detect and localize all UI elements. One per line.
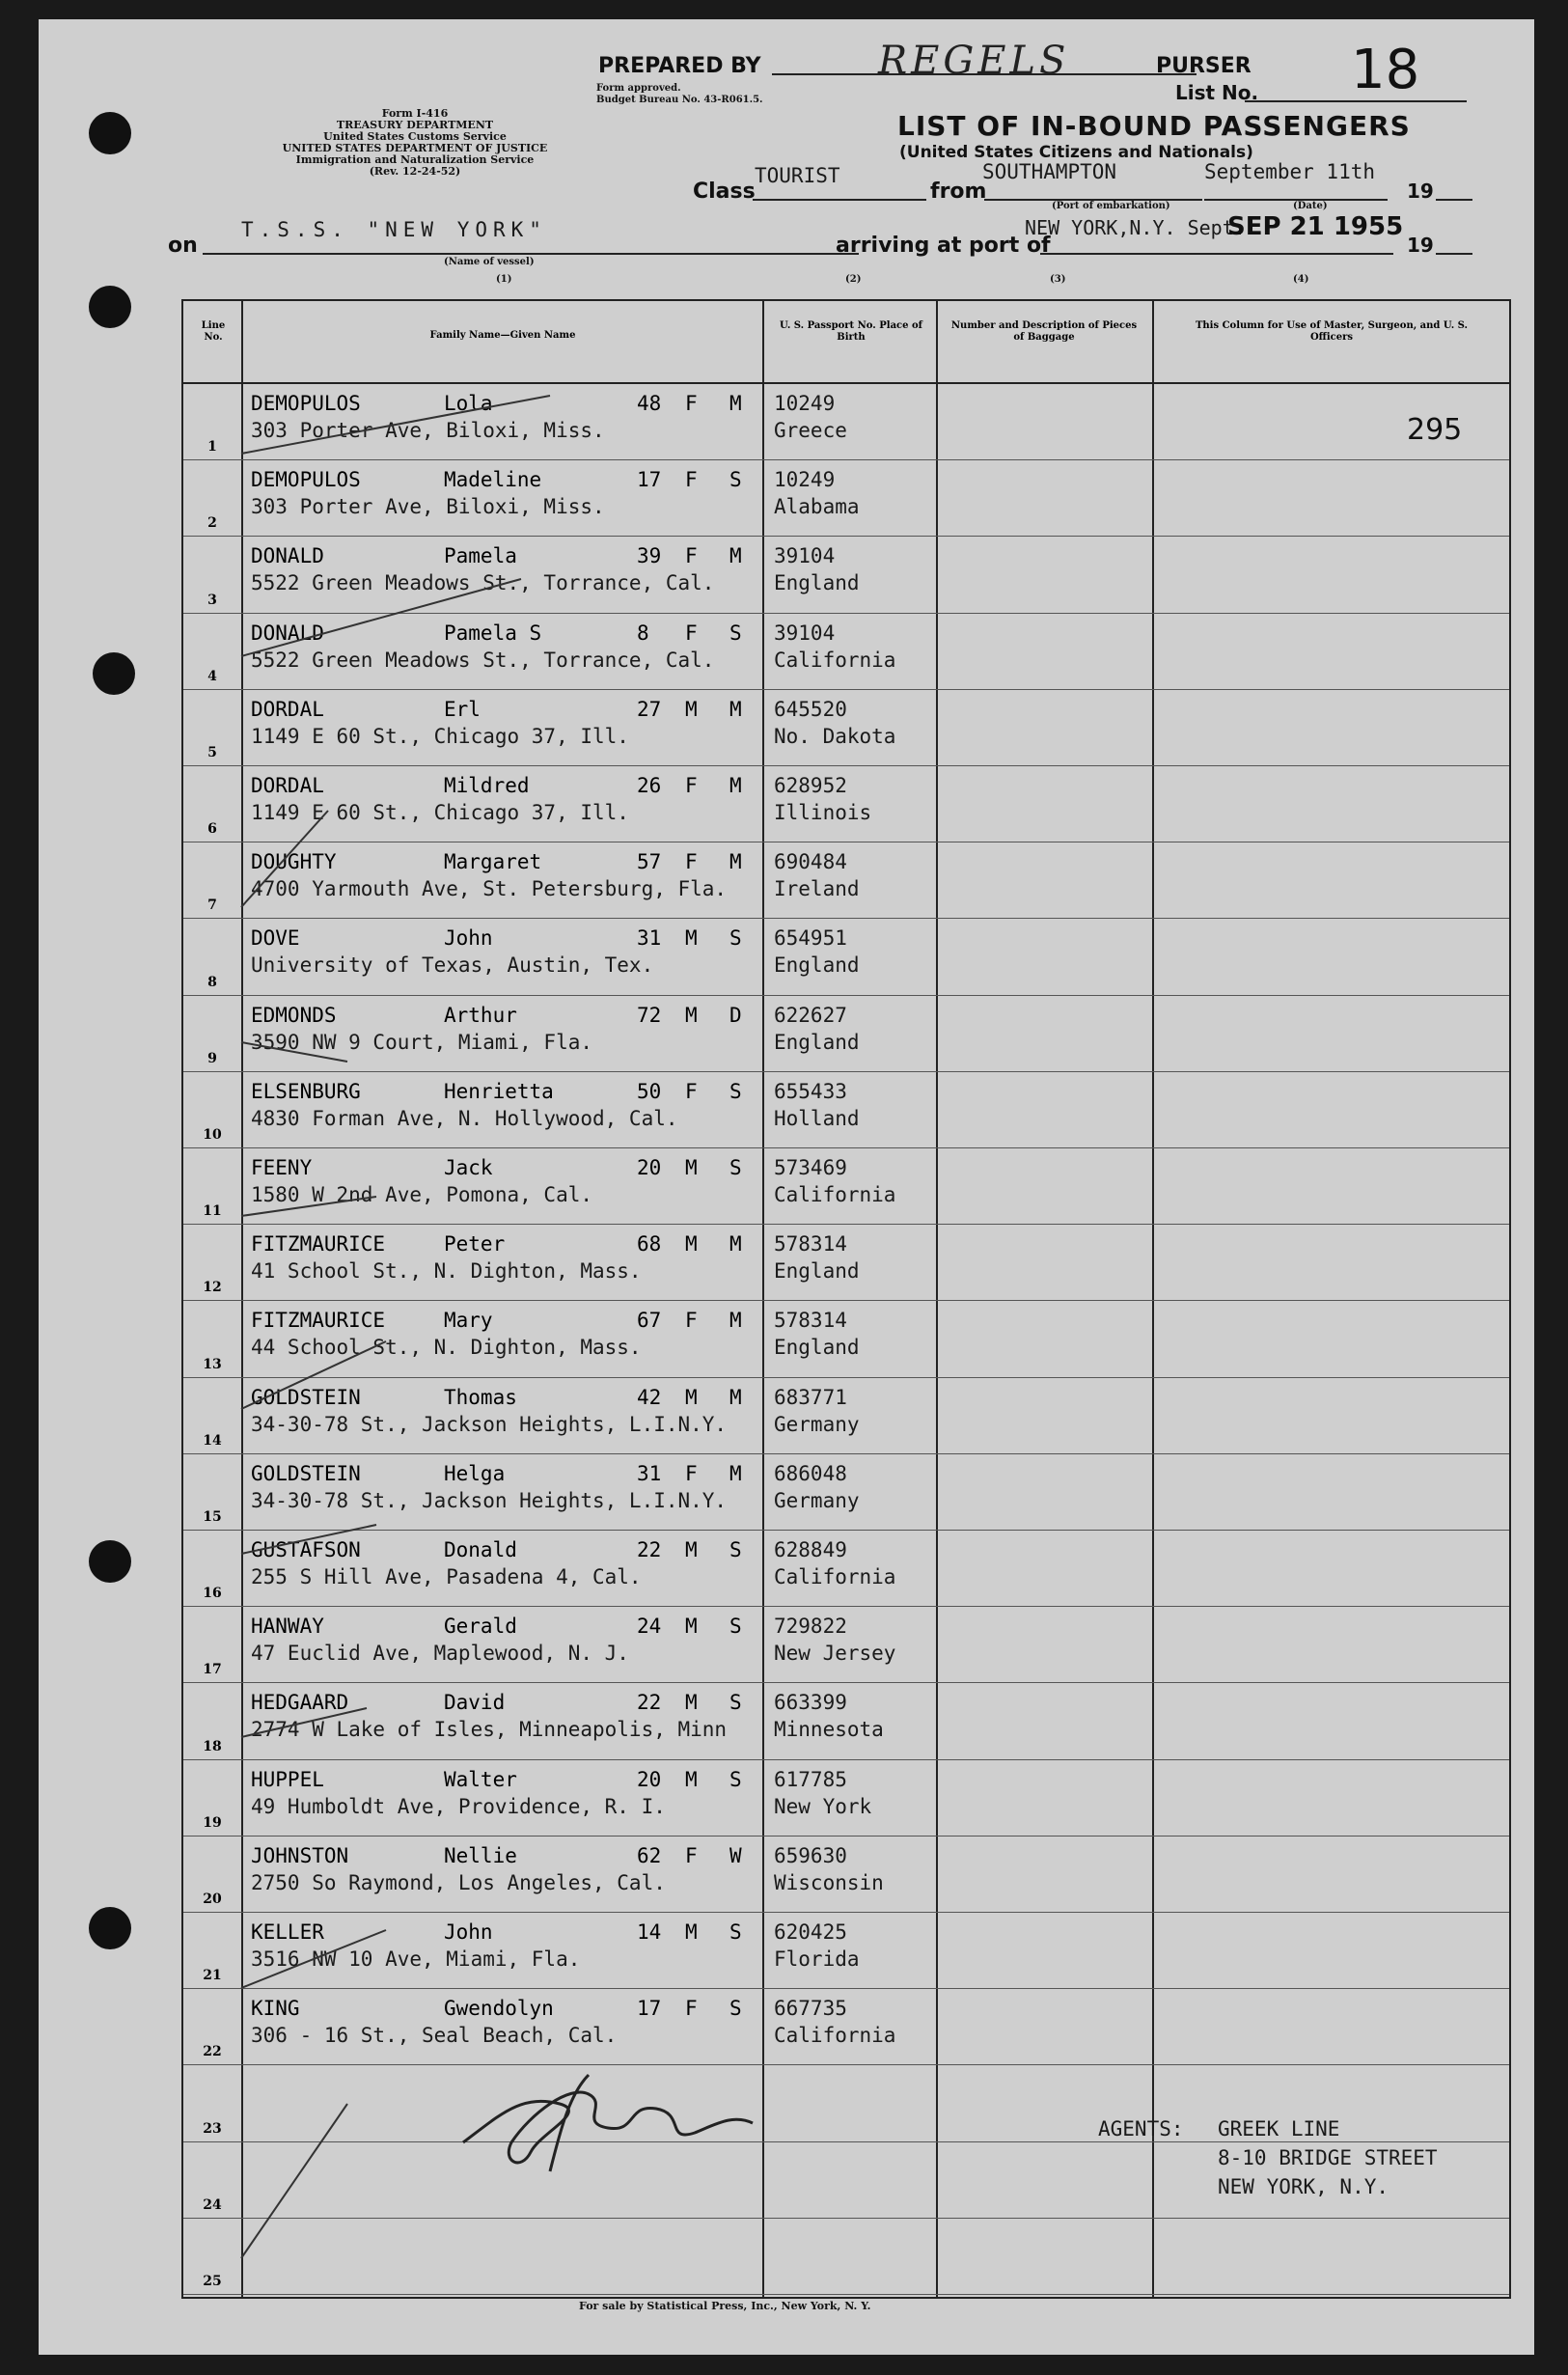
place-of-birth: England: [774, 1259, 860, 1284]
year-line: [1436, 199, 1472, 201]
age: 48: [637, 392, 662, 415]
marital-status: S: [729, 1615, 742, 1639]
passport-number: 654951: [774, 926, 847, 951]
address: 34-30-78 St., Jackson Heights, L.I.N.Y.: [251, 1488, 728, 1512]
line-number: 14: [203, 1432, 222, 1449]
age: 42: [637, 1385, 662, 1409]
place-of-birth: New York: [774, 1794, 872, 1818]
prepared-by-signature: REGELS: [878, 39, 1070, 83]
arrival-value: NEW YORK,N.Y. Sept.: [1025, 216, 1246, 239]
punch-hole: [89, 286, 131, 328]
line-number: 20: [203, 1891, 222, 1907]
given-name: Mary: [444, 1309, 493, 1333]
vessel-value: T.S.S. "NEW YORK": [241, 218, 547, 241]
passport-number: 628849: [774, 1538, 847, 1561]
year-prefix: 19: [1407, 180, 1434, 203]
family-name: ELSENBURG: [251, 1079, 361, 1103]
given-name: Pamela S: [444, 621, 542, 645]
arrival-line: [1040, 253, 1393, 255]
family-name: DOVE: [251, 926, 300, 951]
address: 5522 Green Meadows St., Torrance, Cal.: [251, 571, 715, 595]
family-name: FEENY: [251, 1156, 313, 1179]
line-number: 3: [207, 592, 217, 608]
age: 26: [637, 774, 662, 797]
address: 303 Porter Ave, Biloxi, Miss.: [251, 495, 605, 519]
age: 50: [637, 1079, 662, 1103]
given-name: Pamela: [444, 544, 517, 568]
passport-number: 617785: [774, 1767, 847, 1791]
footer-text: For sale by Statistical Press, Inc., New York, N. Y.: [579, 2300, 871, 2312]
marital-status: S: [729, 1156, 742, 1179]
sex: F: [685, 1843, 698, 1867]
family-name: DEMOPULOS: [251, 392, 361, 415]
age: 57: [637, 850, 662, 874]
address: 5522 Green Meadows St., Torrance, Cal.: [251, 648, 715, 672]
place-of-birth: Illinois: [774, 801, 872, 824]
place-of-birth: England: [774, 1030, 860, 1054]
page-title: LIST OF IN-BOUND PASSENGERS: [897, 110, 1411, 142]
given-name: Erl: [444, 697, 481, 721]
place-of-birth: Germany: [774, 1412, 860, 1436]
sex: F: [685, 544, 698, 568]
list-no-value: 18: [1351, 39, 1420, 101]
date-caption: (Date): [1293, 201, 1328, 211]
line-number: 18: [203, 1738, 222, 1754]
family-name: GUSTAFSON: [251, 1538, 361, 1561]
line-number: 17: [203, 1662, 222, 1678]
line-number: 6: [207, 821, 217, 838]
sex: M: [685, 1691, 698, 1715]
place-of-birth: England: [774, 953, 860, 978]
sex: M: [685, 926, 698, 951]
passport-number: 659630: [774, 1843, 847, 1867]
place-of-birth: Ireland: [774, 877, 860, 901]
address: 44 School St., N. Dighton, Mass.: [251, 1336, 642, 1360]
place-of-birth: Holland: [774, 1106, 860, 1130]
line-number: 24: [203, 2196, 222, 2213]
line-number: 25: [203, 2273, 222, 2289]
given-name: John: [444, 1920, 493, 1944]
address: 306 - 16 St., Seal Beach, Cal.: [251, 2024, 618, 2048]
class-value: TOURIST: [755, 164, 840, 187]
age: 67: [637, 1309, 662, 1333]
given-name: Gerald: [444, 1615, 517, 1639]
age: 24: [637, 1615, 662, 1639]
from-label: from: [930, 180, 987, 204]
age: 17: [637, 468, 662, 492]
place-of-birth: Greece: [774, 419, 847, 442]
age: 27: [637, 697, 662, 721]
marital-status: M: [729, 1309, 742, 1333]
sex: M: [685, 1920, 698, 1944]
age: 22: [637, 1538, 662, 1561]
place-of-birth: California: [774, 1565, 896, 1588]
passport-number: 622627: [774, 1003, 847, 1027]
family-name: DEMOPULOS: [251, 468, 361, 492]
arrival-year-prefix: 19: [1407, 234, 1434, 257]
place-of-birth: Alabama: [774, 495, 860, 519]
marital-status: S: [729, 1538, 742, 1561]
line-number: 19: [203, 1814, 222, 1831]
family-name: DOUGHTY: [251, 850, 337, 874]
given-name: Madeline: [444, 468, 542, 492]
age: 20: [637, 1767, 662, 1791]
sex: F: [685, 774, 698, 797]
family-name: HANWAY: [251, 1615, 324, 1639]
passport-number: 578314: [774, 1232, 847, 1257]
manifest-page: [39, 19, 1534, 2355]
header-baggage: Number and Description of Pieces of Baggage: [950, 320, 1138, 343]
marital-status: S: [729, 621, 742, 645]
marital-status: S: [729, 1920, 742, 1944]
line-number: 2: [207, 515, 217, 532]
given-name: Nellie: [444, 1843, 517, 1867]
marital-status: M: [729, 1232, 742, 1257]
given-name: John: [444, 926, 493, 951]
sex: M: [685, 1156, 698, 1179]
vessel-line: [203, 253, 859, 255]
address: 1580 W 2nd Ave, Pomona, Cal.: [251, 1183, 593, 1206]
port-caption: (Port of embarkation): [1052, 201, 1170, 211]
given-name: Walter: [444, 1767, 517, 1791]
agents-label: AGENTS:: [1098, 2117, 1184, 2140]
family-name: GOLDSTEIN: [251, 1385, 361, 1409]
marital-status: M: [729, 850, 742, 874]
header-name: Family Name—Given Name: [429, 330, 576, 341]
sex: M: [685, 1615, 698, 1639]
date-value: September 11th: [1204, 160, 1376, 183]
passport-number: 686048: [774, 1461, 847, 1485]
vessel-caption: (Name of vessel): [444, 257, 535, 267]
address: 34-30-78 St., Jackson Heights, L.I.N.Y.: [251, 1412, 728, 1436]
form-info: Form I-416 TREASURY DEPARTMENT United States Customs Service UNITED STATES DEPARTMENT OF JUSTICE Immigration and Naturalization Service (Rev. 12-24-52): [282, 107, 548, 178]
family-name: HEDGAARD: [251, 1691, 349, 1715]
given-name: Gwendolyn: [444, 1997, 554, 2021]
family-name: DORDAL: [251, 697, 324, 721]
marital-status: M: [729, 544, 742, 568]
family-name: KELLER: [251, 1920, 324, 1944]
marital-status: S: [729, 1691, 742, 1715]
marital-status: D: [729, 1003, 742, 1027]
address: University of Texas, Austin, Tex.: [251, 953, 654, 978]
family-name: DONALD: [251, 621, 324, 645]
marital-status: S: [729, 1997, 742, 2021]
family-name: FITZMAURICE: [251, 1232, 386, 1257]
family-name: GOLDSTEIN: [251, 1461, 361, 1485]
sex: F: [685, 392, 698, 415]
passport-number: 667735: [774, 1997, 847, 2021]
family-name: KING: [251, 1997, 300, 2021]
arrival-date-stamp: SEP 21 1955: [1227, 212, 1404, 241]
passport-number: 683771: [774, 1385, 847, 1409]
page-subtitle: (United States Citizens and Nationals): [899, 143, 1253, 162]
given-name: Margaret: [444, 850, 542, 874]
sex: F: [685, 1461, 698, 1485]
passport-number: 655433: [774, 1079, 847, 1103]
marital-status: M: [729, 697, 742, 721]
line-number: 1: [207, 439, 217, 456]
arrival-year-line: [1436, 253, 1472, 255]
given-name: Thomas: [444, 1385, 517, 1409]
family-name: FITZMAURICE: [251, 1309, 386, 1333]
purser-label: PURSER: [1156, 54, 1252, 78]
class-line: [753, 199, 926, 201]
place-of-birth: California: [774, 2024, 896, 2048]
marital-status: M: [729, 392, 742, 415]
budget-note: Form approved. Budget Bureau No. 43-R061.5.: [596, 83, 763, 105]
line-number: 15: [203, 1508, 222, 1525]
address: 4700 Yarmouth Ave, St. Petersburg, Fla.: [251, 877, 728, 901]
header-line-no: Line No.: [201, 320, 226, 343]
age: 68: [637, 1232, 662, 1257]
header-passport: U. S. Passport No. Place of Birth: [780, 320, 922, 343]
place-of-birth: England: [774, 1336, 860, 1360]
address: 303 Porter Ave, Biloxi, Miss.: [251, 419, 605, 442]
address: 47 Euclid Ave, Maplewood, N. J.: [251, 1642, 629, 1666]
place-of-birth: Florida: [774, 1947, 860, 1971]
age: 62: [637, 1843, 662, 1867]
family-name: JOHNSTON: [251, 1843, 349, 1867]
marital-status: M: [729, 774, 742, 797]
punch-hole: [89, 112, 131, 154]
given-name: Arthur: [444, 1003, 517, 1027]
age: 31: [637, 1461, 662, 1485]
given-name: Jack: [444, 1156, 493, 1179]
place-of-birth: California: [774, 1183, 896, 1206]
place-of-birth: No. Dakota: [774, 724, 896, 748]
passport-number: 628952: [774, 774, 847, 797]
marital-status: M: [729, 1461, 742, 1485]
col-number-4: (4): [1293, 274, 1309, 285]
line-number: 12: [203, 1280, 222, 1296]
line-number: 16: [203, 1586, 222, 1602]
given-name: Lola: [444, 392, 493, 415]
arriving-label: arriving at port of: [836, 234, 1051, 258]
line-number: 22: [203, 2044, 222, 2060]
marital-status: S: [729, 926, 742, 951]
line-number: 21: [203, 1968, 222, 1984]
family-name: DORDAL: [251, 774, 324, 797]
address: 49 Humboldt Ave, Providence, R. I.: [251, 1794, 666, 1818]
sex: F: [685, 1309, 698, 1333]
passport-number: 620425: [774, 1920, 847, 1944]
check-marks: [96, 367, 579, 2297]
sex: M: [685, 1232, 698, 1257]
passport-number: 663399: [774, 1691, 847, 1715]
given-name: David: [444, 1691, 506, 1715]
address: 41 School St., N. Dighton, Mass.: [251, 1259, 642, 1284]
address: 255 S Hill Ave, Pasadena 4, Cal.: [251, 1565, 642, 1588]
place-of-birth: Germany: [774, 1488, 860, 1512]
line-number: 23: [203, 2120, 222, 2137]
address: 4830 Forman Ave, N. Hollywood, Cal.: [251, 1106, 678, 1130]
passport-number: 573469: [774, 1156, 847, 1179]
line-number: 7: [207, 898, 217, 914]
on-label: on: [168, 234, 198, 258]
col-number-1: (1): [496, 274, 512, 285]
line-number: 13: [203, 1356, 222, 1372]
agent-line-2: 8-10 BRIDGE STREET: [1218, 2146, 1438, 2169]
from-value: SOUTHAMPTON: [982, 160, 1117, 183]
age: 20: [637, 1156, 662, 1179]
sex: M: [685, 1767, 698, 1791]
family-name: HUPPEL: [251, 1767, 324, 1791]
marital-status: S: [729, 1079, 742, 1103]
address: 2750 So Raymond, Los Angeles, Cal.: [251, 1870, 666, 1894]
address: 1149 E 60 St., Chicago 37, Ill.: [251, 801, 629, 824]
line-number: 4: [207, 668, 217, 684]
class-label: Class: [693, 180, 756, 204]
place-of-birth: Wisconsin: [774, 1870, 884, 1894]
passport-number: 10249: [774, 468, 836, 492]
agent-line-3: NEW YORK, N.Y.: [1218, 2175, 1389, 2198]
passport-number: 39104: [774, 544, 836, 568]
passport-number: 10249: [774, 392, 836, 415]
sex: M: [685, 1538, 698, 1561]
line-number: 5: [207, 744, 217, 760]
age: 22: [637, 1691, 662, 1715]
age: 31: [637, 926, 662, 951]
line-number: 10: [203, 1126, 222, 1143]
address: 2774 W Lake of Isles, Minneapolis, Minn: [251, 1718, 728, 1742]
header-officials: This Column for Use of Master, Surgeon, and U. S. Officers: [1195, 320, 1469, 343]
place-of-birth: New Jersey: [774, 1642, 896, 1666]
col-number-3: (3): [1050, 274, 1066, 285]
prepared-by-label: PREPARED BY: [598, 54, 761, 78]
age: 8: [637, 621, 649, 645]
sex: M: [685, 1003, 698, 1027]
age: 17: [637, 1997, 662, 2021]
given-name: Helga: [444, 1461, 506, 1485]
passport-number: 578314: [774, 1309, 847, 1333]
address: 3516 NW 10 Ave, Miami, Fla.: [251, 1947, 581, 1971]
agent-line-1: GREEK LINE: [1218, 2117, 1340, 2140]
sex: F: [685, 468, 698, 492]
line-number: 11: [203, 1203, 222, 1220]
place-of-birth: Minnesota: [774, 1718, 884, 1742]
family-name: EDMONDS: [251, 1003, 337, 1027]
age: 72: [637, 1003, 662, 1027]
passport-number: 729822: [774, 1615, 847, 1639]
sex: M: [685, 1385, 698, 1409]
sex: F: [685, 850, 698, 874]
passport-number: 690484: [774, 850, 847, 874]
address: 1149 E 60 St., Chicago 37, Ill.: [251, 724, 629, 748]
address: 3590 NW 9 Court, Miami, Fla.: [251, 1030, 593, 1054]
marital-status: S: [729, 1767, 742, 1791]
place-of-birth: England: [774, 571, 860, 595]
given-name: Henrietta: [444, 1079, 554, 1103]
sex: F: [685, 1079, 698, 1103]
list-no-label: List No.: [1175, 81, 1259, 104]
given-name: Mildred: [444, 774, 530, 797]
passport-number: 645520: [774, 697, 847, 721]
passport-number: 39104: [774, 621, 836, 645]
sex: F: [685, 1997, 698, 2021]
age: 39: [637, 544, 662, 568]
marital-status: M: [729, 1385, 742, 1409]
sex: F: [685, 621, 698, 645]
age: 14: [637, 1920, 662, 1944]
official-note: 295: [1407, 413, 1463, 447]
line-number: 9: [207, 1050, 217, 1066]
marital-status: W: [729, 1843, 742, 1867]
family-name: DONALD: [251, 544, 324, 568]
line-number: 8: [207, 974, 217, 990]
place-of-birth: California: [774, 648, 896, 672]
sex: M: [685, 697, 698, 721]
marital-status: S: [729, 468, 742, 492]
given-name: Peter: [444, 1232, 506, 1257]
col-number-2: (2): [845, 274, 862, 285]
given-name: Donald: [444, 1538, 517, 1561]
